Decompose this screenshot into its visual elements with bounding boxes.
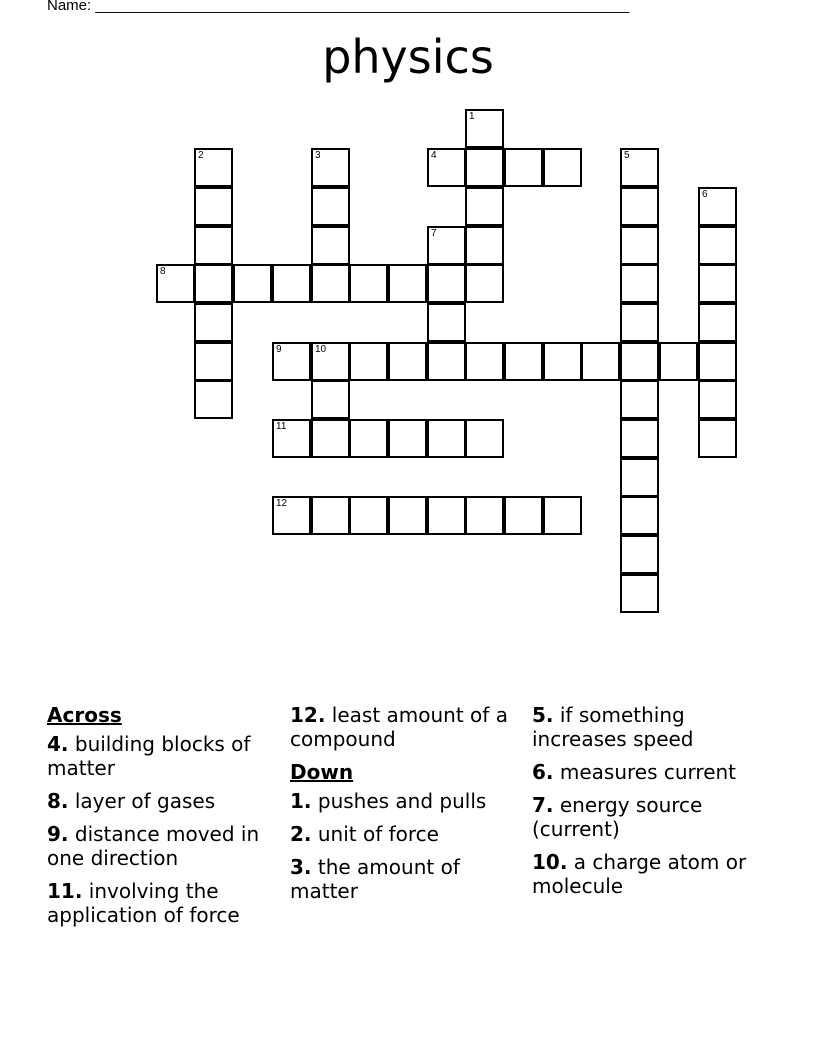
grid-cell[interactable] — [388, 419, 427, 458]
grid-cell[interactable] — [194, 303, 233, 342]
grid-cell[interactable] — [698, 226, 737, 265]
down-heading: Down — [290, 760, 354, 784]
clue-text: energy source (current) — [532, 793, 703, 841]
grid-cell[interactable] — [349, 264, 388, 303]
grid-cell[interactable] — [427, 342, 466, 381]
clue-down-3 — [290, 855, 526, 903]
grid-cell[interactable] — [465, 109, 504, 148]
grid-cell[interactable] — [194, 380, 233, 419]
clue-across-8 — [47, 789, 283, 813]
grid-cell[interactable] — [311, 148, 350, 187]
page-title: physics — [322, 30, 494, 84]
grid-cell[interactable] — [427, 226, 466, 265]
grid-cell[interactable] — [427, 148, 466, 187]
clue-number: 12. — [290, 703, 326, 727]
clue-number-label: 11 — [276, 421, 287, 432]
grid-cell[interactable] — [194, 187, 233, 226]
clue-text: a charge atom or molecule — [532, 850, 747, 898]
grid-cell[interactable] — [465, 342, 504, 381]
grid-cell[interactable] — [698, 342, 737, 381]
clue-column-2 — [290, 703, 526, 912]
clue-text: distance moved in one direction — [47, 822, 260, 870]
clue-down-7 — [532, 793, 768, 841]
clue-text: the amount of matter — [290, 855, 460, 903]
grid-cell[interactable] — [311, 496, 350, 535]
clue-number: 4. — [47, 732, 69, 756]
grid-cell[interactable] — [388, 342, 427, 381]
clue-column-3 — [532, 703, 768, 907]
clue-across-9 — [47, 822, 283, 870]
clue-number: 8. — [47, 789, 69, 813]
clue-number-label: 1 — [469, 111, 475, 122]
grid-cell[interactable] — [194, 226, 233, 265]
grid-cell[interactable] — [233, 264, 272, 303]
grid-cell[interactable] — [311, 380, 350, 419]
grid-cell[interactable] — [620, 226, 659, 265]
grid-cell[interactable] — [620, 303, 659, 342]
clue-number-label: 7 — [431, 228, 437, 239]
clue-number: 9. — [47, 822, 69, 846]
grid-cell[interactable] — [427, 303, 466, 342]
grid-cell[interactable] — [659, 342, 698, 381]
grid-cell[interactable] — [349, 496, 388, 535]
grid-cell[interactable] — [620, 574, 659, 613]
grid-cell[interactable] — [311, 226, 350, 265]
grid-cell[interactable] — [698, 264, 737, 303]
clue-text: least amount of a compound — [290, 703, 508, 751]
clue-number: 1. — [290, 789, 312, 813]
clue-text: unit of force — [311, 822, 439, 846]
clue-across-11 — [47, 879, 283, 927]
grid-cell[interactable] — [620, 264, 659, 303]
grid-cell[interactable] — [272, 264, 311, 303]
clue-number: 2. — [290, 822, 312, 846]
clue-text: measures current — [553, 760, 737, 784]
clue-number-label: 6 — [702, 189, 708, 200]
clue-number-label: 10 — [315, 344, 327, 355]
grid-cell[interactable] — [698, 380, 737, 419]
clue-number: 6. — [532, 760, 554, 784]
grid-cell[interactable] — [311, 342, 350, 381]
clue-number-label: 2 — [198, 150, 204, 161]
grid-cell[interactable] — [620, 342, 659, 381]
grid-cell[interactable] — [427, 496, 466, 535]
grid-cell[interactable] — [543, 342, 582, 381]
grid-cell[interactable] — [581, 342, 620, 381]
clue-across-4 — [47, 732, 283, 780]
grid-cell[interactable] — [465, 264, 504, 303]
grid-cell[interactable] — [620, 535, 659, 574]
grid-cell[interactable] — [349, 342, 388, 381]
grid-cell[interactable] — [543, 496, 582, 535]
grid-cell[interactable] — [465, 419, 504, 458]
name-field[interactable]: Name: ________________________________________________________________ — [47, 0, 630, 14]
grid-cell[interactable] — [698, 187, 737, 226]
clue-text: if something increases speed — [532, 703, 694, 751]
clue-number: 11. — [47, 879, 83, 903]
grid-cell[interactable] — [272, 419, 311, 458]
grid-cell[interactable] — [504, 342, 543, 381]
clue-text: building blocks of matter — [47, 732, 251, 780]
grid-cell[interactable] — [465, 496, 504, 535]
grid-cell[interactable] — [349, 419, 388, 458]
grid-cell[interactable] — [311, 187, 350, 226]
grid-cell[interactable] — [311, 419, 350, 458]
clue-number-label: 12 — [276, 498, 288, 509]
clue-number: 10. — [532, 850, 568, 874]
clue-number-label: 5 — [624, 150, 630, 161]
grid-cell[interactable] — [698, 419, 737, 458]
grid-cell[interactable] — [504, 148, 543, 187]
grid-cell[interactable] — [311, 264, 350, 303]
grid-cell[interactable] — [272, 496, 311, 535]
grid-cell[interactable] — [620, 187, 659, 226]
grid-cell[interactable] — [465, 226, 504, 265]
clue-down-10 — [532, 850, 768, 898]
grid-cell[interactable] — [427, 419, 466, 458]
grid-cell[interactable] — [194, 264, 233, 303]
grid-cell[interactable] — [427, 264, 466, 303]
clue-text: layer of gases — [68, 789, 216, 813]
grid-cell[interactable] — [504, 496, 543, 535]
clue-number-label: 4 — [431, 150, 437, 161]
grid-cell[interactable] — [388, 264, 427, 303]
grid-cell[interactable] — [620, 419, 659, 458]
clue-number-label: 8 — [160, 266, 166, 277]
clue-number: 3. — [290, 855, 312, 879]
clue-text: involving the application of force — [47, 879, 240, 927]
grid-cell[interactable] — [620, 380, 659, 419]
grid-cell[interactable] — [272, 342, 311, 381]
grid-cell[interactable] — [620, 148, 659, 187]
grid-cell[interactable] — [194, 342, 233, 381]
clue-down-5 — [532, 703, 768, 751]
grid-cell[interactable] — [543, 148, 582, 187]
clue-down-2 — [290, 822, 526, 846]
clue-number-label: 3 — [315, 150, 321, 161]
clue-text: pushes and pulls — [311, 789, 487, 813]
clue-across-12 — [290, 703, 526, 751]
clue-number: 5. — [532, 703, 554, 727]
grid-cell[interactable] — [465, 187, 504, 226]
grid-cell[interactable] — [620, 458, 659, 497]
grid-cell[interactable] — [388, 496, 427, 535]
grid-cell[interactable] — [698, 303, 737, 342]
clue-down-6 — [532, 760, 768, 784]
grid-cell[interactable] — [194, 148, 233, 187]
clue-column-1 — [47, 703, 283, 936]
grid-cell[interactable] — [620, 496, 659, 535]
grid-cell[interactable] — [465, 148, 504, 187]
clue-number: 7. — [532, 793, 554, 817]
grid-cell[interactable] — [156, 264, 195, 303]
across-heading: Across — [47, 703, 122, 727]
clue-down-1 — [290, 789, 526, 813]
clue-number-label: 9 — [276, 344, 282, 355]
